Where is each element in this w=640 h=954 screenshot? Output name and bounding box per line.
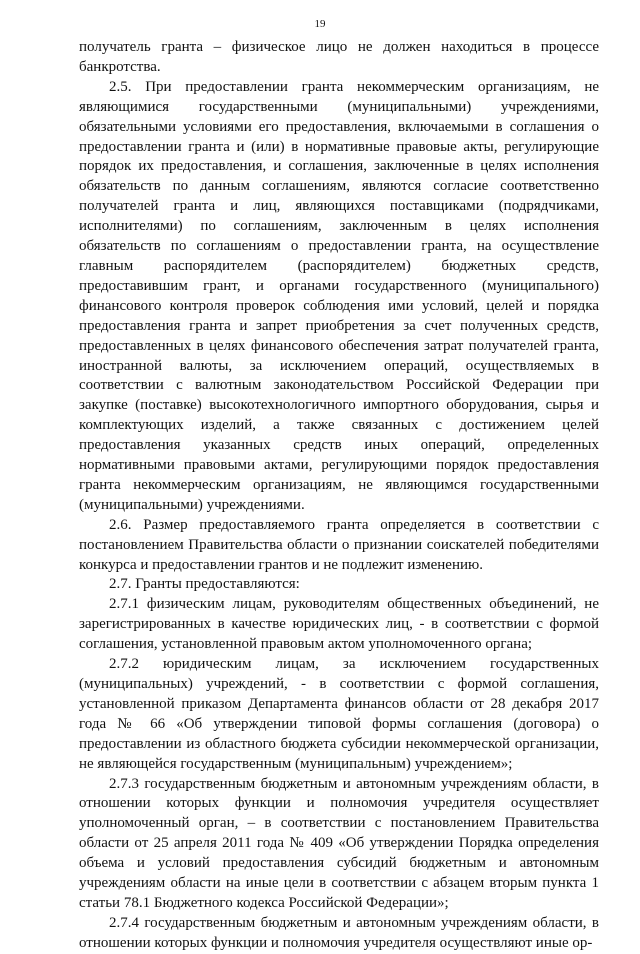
paragraph-2-7-4: 2.7.4 государственным бюджетным и автономным учреждениям области, в отношении которых функции и полномочия учредителя осуществляют иные ор- — [79, 914, 599, 951]
paragraph-2-7: 2.7. Гранты предоставляются: — [109, 576, 300, 593]
paragraph-2-7-2: 2.7.2 юридическим лицам, за исключением государственных (муниципальных) учреждений, - в соответствии с формой соглашения, установленной приказом Департамента финансов области от 28 декабря 2017 года № 66 «Об утверждении типовой формы соглашения (договора) о предоставлении из областного бюджета субсидии некоммерческой организации, не являющейся государственным (муниципальным) учреждением»; — [79, 656, 599, 772]
paragraph-2-6: 2.6. Размер предоставляемого гранта определяется в соответствии с постановлением Правительства области о признании соискателей победителями конкурса и предоставлении грантов и не подлежит изменению. — [79, 516, 599, 573]
paragraph-2-7-1: 2.7.1 физическим лицам, руководителям общественных объединений, не зарегистрированных в качестве юридических лиц, - в соответствии с формой соглашения, установленной правовым актом уполномоченного органа; — [79, 596, 599, 653]
page-number: 19 — [314, 18, 326, 30]
paragraph-2-5: 2.5. При предоставлении гранта некоммерческим организациям, не являющимися государственными (муниципальными) учреждениями, обязательными условиями его предоставления, включаемыми в соглашения о предоставлении гранта и (или) в нормативные правовые акты, регулирующие порядок их предоставления, и соглашения, заключенные в целях исполнения обязательств по данным соглашениям, являются согласие соответственно получателей гранта и лиц, являющихся поставщиками (подрядчиками, исполнителями) по соглашениям, заключенным в целях исполнения обязательств по соглашениям о предоставлении гранта, на осуществление главным распорядителем (распорядителем) бюджетных средств, предоставившим грант, и органами государственного (муниципального) финансового контроля проверок соблюдения ими условий, целей и порядка предоставления гранта и запрет приобретения за счет полученных средств, предоставленных в целях финансового обеспечения затрат получателей гранта, иностранной валюты, за исключением операций, осуществляемых в соответствии с валютным законодательством Российской Федерации при закупке (поставке) высокотехнологичного импортного оборудования, сырья и комплектующих изделий, а также связанных с достижением целей предоставления указанных средств иных операций, определенных нормативными правовыми актами, регулирующими порядок предоставления гранта некоммерческим организациям, не являющимся государственными (муниципальными) учреждениями. — [79, 78, 599, 513]
document-body — [79, 38, 599, 954]
paragraph-2-7-3: 2.7.3 государственным бюджетным и автономным учреждениям области, в отношении которых функции и полномочия учредителя осуществляет уполномоченный орган, – в соответствии с постановлением Правительства области от 25 апреля 2011 года № 409 «Об утверждении Порядка определения объема и условий предоставления субсидий бюджетным и автономным учреждениям области на иные цели в соответствии с абзацем вторым пункта 1 статьи 78.1 Бюджетного кодекса Российской Федерации»; — [79, 775, 599, 911]
paragraph-bankruptcy-continuation: получатель гранта – физическое лицо не должен находиться в процессе банкротства. — [79, 39, 599, 75]
